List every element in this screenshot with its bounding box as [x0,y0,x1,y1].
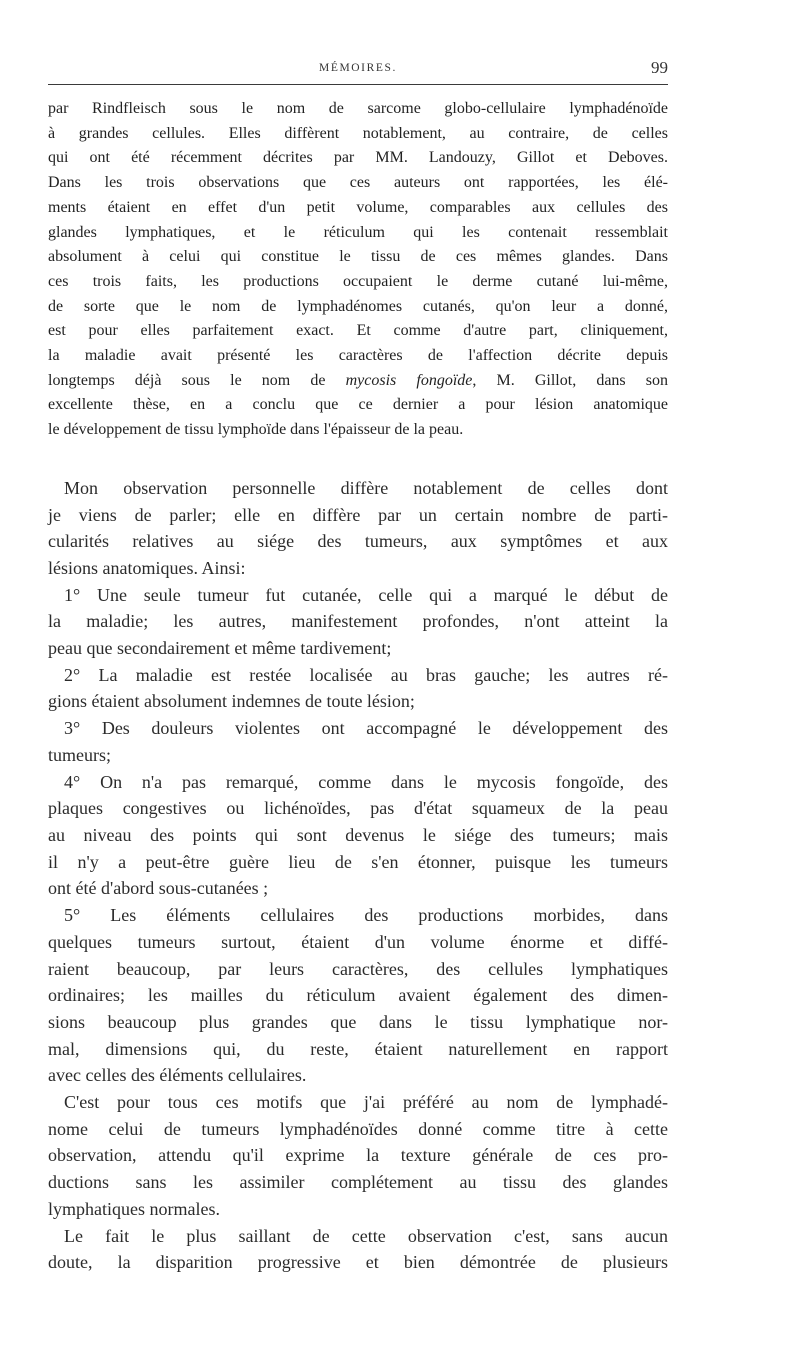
text-line: la maladie; les autres, manifestement profondes, n'ont atteint la [48,611,668,632]
page-number: 99 [651,58,668,77]
text-line: Dans les trois observations que ces auteurs ont rapportées, les élé- [48,174,668,192]
text-line: plaques congestives ou lichénoïdes, pas d'état squameux de la peau [48,798,668,819]
text-line: avec celles des éléments cellulaires. [48,1065,307,1086]
text-line: au niveau des points qui sont devenus le siége des tumeurs; mais [48,824,668,845]
text-line: glandes lymphatiques, et le réticulum qui les contenait ressemblait [48,223,668,241]
text-line: 4° On n'a pas remarqué, comme dans le mycosis fongoïde, des [64,771,668,792]
text-line: raient beaucoup, par leurs caractères, des cellules lymphatiques [48,958,668,979]
text-line: Le fait le plus saillant de cette observation c'est, sans aucun [64,1225,668,1246]
italic-term: mycosis fongoïde [345,371,473,389]
text-line: ordinaires; les mailles du réticulum avaient également des dimen- [48,985,668,1006]
text-line: tumeurs; [48,744,111,765]
text-line: il n'y a peut-être guère lieu de s'en étonner, puisque les tumeurs [48,851,668,872]
text-line: C'est pour tous ces motifs que j'ai préféré au nom de lymphadé- [64,1092,668,1113]
text-segment: , M. Gillot, dans son [472,371,669,389]
book-page [48,58,668,1276]
text-line: gions étaient absolument indemnes de toute lésion; [48,691,415,712]
text-line: à grandes cellules. Elles diffèrent notablement, au contraire, de celles [48,124,668,142]
text-line: ductions sans les assimiler complétement au tissu des glandes [48,1172,668,1193]
text-line: je viens de parler; elle en diffère par un certain nombre de parti- [48,504,668,525]
text-line: observation, attendu qu'il exprime la texture générale de ces pro- [48,1145,668,1166]
text-line: le développement de tissu lymphoïde dans l'épaisseur de la peau. [48,421,464,439]
text-line: est pour elles parfaitement exact. Et comme d'autre part, cliniquement, [48,322,668,340]
text-line: ments étaient en effet d'un petit volume, comparables aux cellules des [48,198,668,216]
text-line: ces trois faits, les productions occupaient le derme cutané lui-même, [48,272,668,290]
text-line: cularités relatives au siége des tumeurs, aux symptômes et aux [48,531,668,552]
text-line: 1° Une seule tumeur fut cutanée, celle qui a marqué le début de [64,584,668,605]
paragraph-small-type [48,97,668,443]
text-line: 2° La maladie est restée localisée au bras gauche; les autres ré- [64,664,668,685]
text-line: de sorte que le nom de lymphadénomes cutanés, qu'on leur a donné, [48,297,668,315]
text-line: la maladie avait présenté les caractères de l'affection décrite depuis [48,347,668,365]
text-line: lymphatiques normales. [48,1198,220,1219]
text-line: sions beaucoup plus grandes que dans le tissu lymphatique nor- [48,1011,668,1032]
text-line: lésions anatomiques. Ainsi: [48,557,246,578]
text-line: 5° Les éléments cellulaires des productions morbides, dans [64,905,668,926]
text-line: nome celui de tumeurs lymphadénoïdes donné comme titre à cette [48,1118,668,1139]
text-line: par Rindfleisch sous le nom de sarcome globo-cellulaire lymphadénoïde [48,100,668,117]
text-line: ont été d'abord sous-cutanées ; [48,878,269,899]
text-line: Mon observation personnelle diffère notablement de celles dont [64,477,668,498]
text-segment: longtemps déjà sous le nom de [48,371,326,389]
page-header [48,58,668,85]
text-line: mal, dimensions qui, du reste, étaient naturellement en rapport [48,1038,668,1059]
text-line [48,369,668,394]
text-line: 3° Des douleurs violentes ont accompagné le développement des [64,718,668,739]
text-line: doute, la disparition progressive et bien démontrée de plusieurs [48,1252,668,1273]
text-line: quelques tumeurs surtout, étaient d'un volume énorme et diffé- [48,931,668,952]
text-line: excellente thèse, en a conclu que ce dernier a pour lésion anatomique [48,396,668,414]
text-line: absolument à celui qui constitue le tissu de ces mêmes glandes. Dans [48,248,668,266]
text-line: qui ont été récemment décrites par MM. Landouzy, Gillot et Deboves. [48,149,668,167]
running-title: MÉMOIRES. [319,62,397,74]
text-line: peau que secondairement et même tardivement; [48,638,392,659]
paragraph-large-type [48,475,668,1276]
